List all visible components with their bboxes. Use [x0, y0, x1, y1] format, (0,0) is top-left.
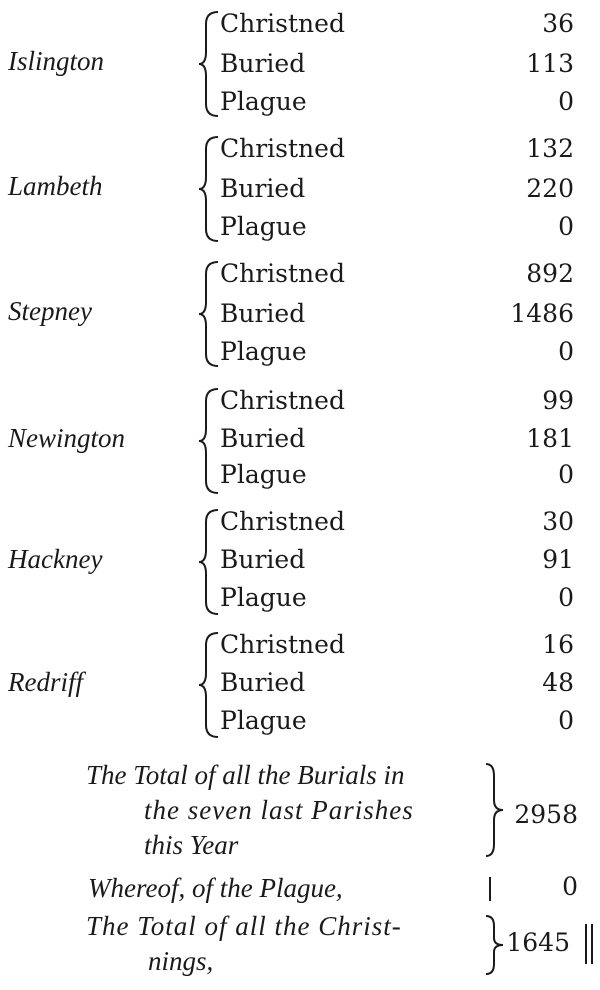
total-burials-line-1: The Total of all the Burials in	[86, 760, 405, 790]
row-buried	[0, 542, 600, 578]
row-plague	[0, 209, 600, 245]
row-value: 48	[542, 668, 574, 697]
row-value: 892	[526, 259, 574, 288]
row-value: 113	[526, 49, 574, 78]
parish-name: Islington	[8, 46, 105, 76]
total-christnings-line-1: The Total of all the Christ-	[86, 911, 402, 941]
parish-newington	[0, 381, 600, 501]
row-label: Buried	[220, 49, 306, 78]
parish-lambeth	[0, 129, 600, 249]
plague-total-value: 0	[562, 872, 578, 901]
row-label: Christned	[220, 9, 345, 38]
total-burials-brace	[484, 762, 506, 858]
row-value: 99	[542, 386, 574, 415]
row-value: 0	[558, 460, 574, 489]
row-plague	[0, 457, 600, 493]
total-christnings-line-2: nings,	[148, 946, 214, 976]
row-plague	[0, 334, 600, 370]
row-plague	[0, 84, 600, 120]
total-burials-value: 2958	[514, 800, 578, 829]
row-value: 220	[526, 174, 574, 203]
row-label: Christned	[220, 386, 345, 415]
total-christnings-brace	[484, 914, 506, 976]
row-plague	[0, 703, 600, 739]
row-label: Buried	[220, 545, 306, 574]
row-label: Buried	[220, 174, 306, 203]
row-value: 36	[542, 9, 574, 38]
row-christned	[0, 504, 600, 540]
row-label: Plague	[220, 87, 307, 116]
parish-hackney	[0, 502, 600, 622]
row-label: Christned	[220, 259, 345, 288]
row-value: 16	[542, 630, 574, 659]
parish-stepney	[0, 254, 600, 374]
plague-total-bracket	[489, 877, 491, 901]
parish-islington	[0, 4, 600, 124]
row-label: Buried	[220, 424, 306, 453]
row-value: 1486	[510, 299, 574, 328]
row-buried	[0, 421, 600, 457]
row-christned	[0, 627, 600, 663]
total-christnings-value: 1645	[506, 928, 570, 957]
row-label: Plague	[220, 583, 307, 612]
row-label: Christned	[220, 630, 345, 659]
parish-name: Stepney	[8, 296, 92, 326]
row-value: 181	[526, 424, 574, 453]
row-buried	[0, 296, 600, 332]
total-burials-line-2: the seven last Parishes	[144, 795, 414, 825]
row-label: Christned	[220, 507, 345, 536]
row-christned	[0, 256, 600, 292]
row-buried	[0, 171, 600, 207]
row-buried	[0, 46, 600, 82]
row-value: 0	[558, 583, 574, 612]
row-christned	[0, 383, 600, 419]
parish-name: Redriff	[8, 667, 83, 697]
row-value: 0	[558, 706, 574, 735]
row-christned	[0, 131, 600, 167]
row-buried	[0, 665, 600, 701]
row-value: 132	[526, 134, 574, 163]
row-label: Buried	[220, 668, 306, 697]
plague-total-label: Whereof, of the Plague,	[88, 873, 343, 903]
row-value: 0	[558, 212, 574, 241]
row-value: 91	[542, 545, 574, 574]
parish-name: Newington	[8, 423, 126, 453]
parish-name: Lambeth	[8, 171, 103, 201]
row-label: Buried	[220, 299, 306, 328]
parish-redriff	[0, 625, 600, 745]
row-label: Plague	[220, 337, 307, 366]
row-value: 0	[558, 87, 574, 116]
row-label: Plague	[220, 706, 307, 735]
row-label: Christned	[220, 134, 345, 163]
row-value: 30	[542, 507, 574, 536]
total-burials-line-3: this Year	[144, 830, 239, 860]
row-label: Plague	[220, 212, 307, 241]
parish-name: Hackney	[8, 544, 103, 574]
row-label: Plague	[220, 460, 307, 489]
double-rule-mark	[585, 924, 595, 964]
row-value: 0	[558, 337, 574, 366]
row-christned	[0, 6, 600, 42]
row-plague	[0, 580, 600, 616]
